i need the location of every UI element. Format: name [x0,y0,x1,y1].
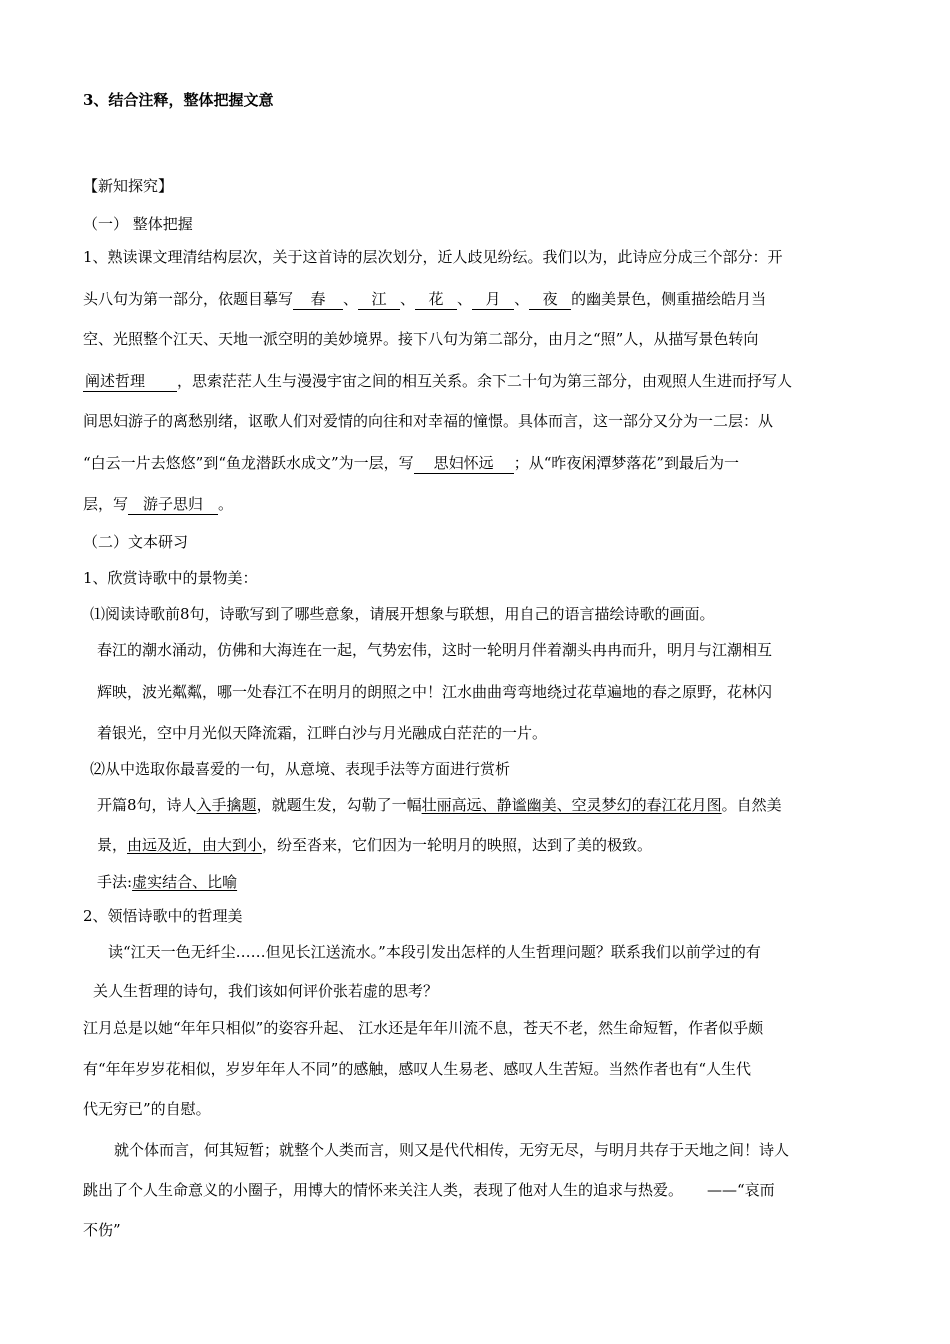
blank-hua: 花 [415,289,457,310]
method-label: 手法: [97,873,133,891]
blank-sifu: 思妇怀远 [414,453,514,474]
text: 开篇8句，诗人 [97,796,197,814]
part1-para-line1: 1、熟读课文理清结构层次，关于这首诗的层次划分，近人歧见纷纭。我们以为，此诗应分成三个部分：开 [83,248,783,266]
sep: 、 [457,290,473,308]
quote-attribution: ——“哀而 [707,1181,775,1199]
part1-para-line7 [83,493,233,515]
answer3-line2: 有“年年岁岁花相似，岁岁年年人不同”的感触，感叹人生易老、感叹人生苦短。当然作者也有“人生代 [83,1060,752,1078]
blank-yue: 月 [472,289,514,310]
answer4-line2 [83,1179,775,1201]
text: ，思索茫茫人生与漫漫宇宙之间的相互关系。余下二十句为第三部分，由观照人生进而抒写人 [177,372,793,390]
answer1-line2: 辉映，波光粼粼，哪一处春江不在明月的朗照之中！江水曲曲弯弯地绕过花草遍地的春之原野，花林闪 [97,683,773,701]
text: 的幽美景色，侧重描绘皓月当 [571,290,767,308]
text: ，纷至沓来，它们因为一轮明月的映照，达到了美的极致。 [262,836,653,854]
part1-para-line6 [83,452,739,474]
q1-sub2: ⑵从中选取你最喜爱的一句，从意境、表现手法等方面进行赏析 [90,760,511,778]
underlined-text: 由远及近，由大到小 [127,836,263,854]
sep: 、 [343,290,359,308]
section-title: 【新知探究】 [83,177,174,195]
q2-line2: 关人生哲理的诗句，我们该如何评价张若虚的思考？ [93,982,439,1000]
answer3-line3: 代无穷已”的自慰。 [83,1100,211,1118]
underlined-text: 入手擒题 [196,796,257,814]
underlined-text: 壮丽高远、静谧幽美、空灵梦幻的春江花月图 [421,796,722,814]
q1-sub1: ⑴阅读诗歌前8句，诗歌写到了哪些意象，请展开想象与联想，用自己的语言描绘诗歌的画面。 [90,605,715,623]
blank-ye: 夜 [529,289,571,310]
text: 。 [218,495,234,513]
method-line [97,871,237,893]
q1-title: 1、欣赏诗歌中的景物美： [83,569,258,587]
blank-jiang: 江 [358,289,400,310]
part2-heading: （二）文本研习 [83,533,189,551]
blank-youzi: 游子思归 [128,494,218,515]
part1-para-line3: 空、光照整个江天、天地一派空明的美妙境界。接下八句为第二部分，由月之“照”人，从描写景色转向 [83,330,759,348]
answer2-line2 [97,834,652,856]
text: ；从“昨夜闲潭梦落花”到最后为一 [513,454,740,472]
answer1-line3: 着银光，空中月光似天降流霜，江畔白沙与月光融成白茫茫的一片。 [97,724,548,742]
answer3-line1: 江月总是以她“年年只相似”的姿容升起、 江水还是年年川流不息，苍天不老，然生命短暂，作者似乎颇 [83,1019,764,1037]
answer4-line3: 不伤” [83,1221,121,1239]
text: “白云一片去悠悠”到“鱼龙潜跃水成文”为一层，写 [83,454,414,472]
sep: 、 [400,290,416,308]
q2-title: 2、领悟诗歌中的哲理美 [83,907,243,925]
answer2-line1 [97,794,782,816]
sep: 、 [514,290,530,308]
part1-para-line4 [83,370,792,392]
blank-zheli: 阐述哲理 [83,371,177,392]
method-value: 虚实结合、比喻 [132,873,238,891]
text: ，就题生发，勾勒了一幅 [256,796,422,814]
text: 景， [97,836,128,854]
part1-para-line5: 间思妇游子的离愁别绪，讴歌人们对爱情的向往和对幸福的憧憬。具体而言，这一部分又分为一二层：从 [83,412,774,430]
answer1-line1: 春江的潮水涌动，仿佛和大海连在一起，气势宏伟，这时一轮明月伴着潮头冉冉而升，明月与江潮相互 [97,641,773,659]
part1-heading: （一） 整体把握 [83,215,193,233]
text: 。自然美 [721,796,782,814]
text: 层，写 [83,495,129,513]
answer4-line1: 就个体而言，何其短暂；就整个人类而言，则又是代代相传，无穷无尽，与明月共存于天地之间！诗人 [114,1141,790,1159]
blank-chun: 春 [293,289,343,310]
part1-para-line2 [83,288,766,310]
text: 跳出了个人生命意义的小圈子，用博大的情怀来关注人类，表现了他对人生的追求与热爱。 [83,1181,684,1199]
text: 头八句为第一部分，依题目摹写 [83,290,294,308]
q2-line1: 读“江天一色无纤尘……但见长江送流水。”本段引发出怎样的人生哲理问题？联系我们以前学过的有 [108,943,761,961]
item-3: 3、结合注释，整体把握文意 [83,91,274,109]
